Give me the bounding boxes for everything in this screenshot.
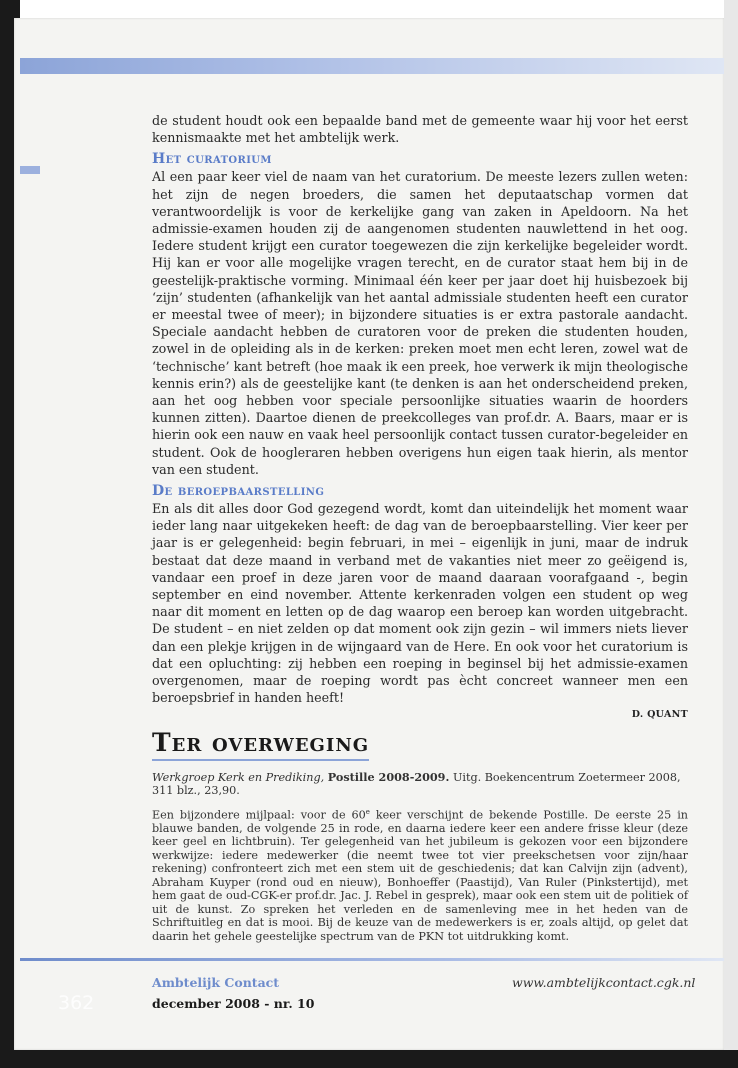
section-heading: De beroepbaarstelling — [152, 483, 325, 500]
section-beroepbaarstelling — [152, 482, 688, 706]
section-heading: Het curatorium — [152, 151, 272, 168]
review-text-rest: keer verschijnt de bekende Postille. De eerste 25 in blauwe banden, de volgende 25 in rode, en daarna iedere keer een andere frisse kleur (deze keer geel en lichtbruin). Ter gelegenheid van het jubileum is gekozen voor een bijzondere werkwijze: iedere medewerker (die neemt twee tot vier preekschetsen voor zijn/haar rekening) confronteert zich met een stem uit de geschiedenis; dat kan Calvijn zijn (advent), Abraham Kuyper (rond oud en nieuw), Bonhoeffer (Paastijd), Van Ruler (Pinkstertijd), met hem gaat de oud-CGK-er prof.dr. Jac. J. Rebel in gesprek), maar ook een stem uit de politiek of uit de kunst. Zo spreken het verleden en de samenleving mee in het heden van de Schriftuitleg en dat is mooi. Bij de keuze van de medewerkers is er, zoals altijd, op gelet dat daarin het gehele geestelijke spectrum van de PKN tot uitdrukking komt. — [152, 808, 688, 943]
scan-bottom-margin — [0, 1050, 738, 1068]
footer-decorative-rule — [20, 958, 724, 961]
scan-right-margin — [724, 0, 738, 1068]
section-body: En als dit alles door God gezegend wordt, komt dan uiteindelijk het moment waar ieder lang naar uitgekeken heeft: de dag van de beroepbaarstelling. Vier keer per jaar is er gelegenheid: begin februari, in mei – eigenlijk in juni, maar de indruk bestaat dat deze maand in verband met de vakanties niet meer zo geëigend is, vandaar een proef in deze jaren voor de maand daaraan voorafgaand -, begin september en eind november. Attente kerkenraden volgen een student op weg naar dit moment en letten op de dag waarop een beroep kan worden uitgebracht. De student – en niet zelden op dat moment ook zijn gezin – wil immers niets liever dan een plekje krijgen in de wijngaard van de Here. En ook voor het curatorium is dat een opluchting: zij hebben een roeping in beginsel bij het admissie-examen overgenomen, maar de roeping wordt pas ècht concreet wanneer men een beroepsbrief in handen heeft! — [152, 501, 688, 706]
author-signature: D. QUANT — [631, 708, 688, 720]
article-content — [152, 112, 688, 954]
review-superscript: e — [365, 807, 370, 816]
section-body: Al een paar keer viel de naam van het curatorium. De meeste lezers zullen weten: het zijn de negen broeders, die samen het deputaatschap vormen dat verantwoordelijk is voor de kerkelijke gang van zaken in Apeldoorn. Na het admissie-examen houden zij de aangenomen studenten nauwlettend in het oog. Iedere student krijgt een curator toegewezen die zijn kerkelijke begeleider wordt. Hij kan er voor alle mogelijke vragen terecht, en de curator staat hem bij in de geestelijk-praktische vorming. Minimaal één keer per jaar doet hij huisbezoek bij ‘zijn’ studenten (afhankelijk van het aantal admissiale studenten heeft een curator er meestal twee of meer); in bijzondere situaties is er extra pastorale aandacht. Speciale aandacht hebben de curatoren voor de preken die studenten houden, zowel in de opleiding als in de kerken: preken moet men echt leren, zowel wat de ‘technische’ kant betreft (hoe maak ik een preek, hoe verwerk ik mijn theologische kennis erin?) als de geestelijke kant (te denken is aan het onderscheidend preken, aan het oog hebben voor speciale persoonlijke situaties waarin de hoorders kunnen zitten). Daartoe dienen de preekcolleges van prof.dr. A. Baars, maar er is hierin ook een nauw en vaak heel persoonlijk contact tussen curator-begeleider en student. Ook de hoogleraren hebben overigens hun eigen taak hierin, als mentor van een student. — [152, 169, 688, 477]
book-publication-details: Uitg. Boekencentrum Zoetermeer 2008, 311 blz., 23,90. — [152, 770, 681, 797]
section-curatorium — [152, 150, 688, 478]
header-decorative-rule — [20, 58, 724, 74]
website-url: www.ambtelijkcontact.cgk.nl — [512, 975, 696, 990]
book-title: Postille 2008-2009. — [327, 769, 450, 784]
review-text-start: Een bijzondere mijlpaal: voor de 60 — [152, 808, 366, 822]
book-review — [152, 806, 688, 944]
intro-paragraph: de student houdt ook een bepaalde band met de gemeente waar hij voor het eerst kennismaakte met het ambtelijk werk. — [152, 113, 688, 146]
page-number: 362 — [58, 992, 95, 1014]
issue-info: december 2008 - nr. 10 — [152, 996, 315, 1011]
book-reference — [152, 771, 688, 798]
magazine-name: Ambtelijk Contact — [152, 975, 280, 990]
side-decorative-tab — [20, 166, 40, 174]
book-author: Werkgroep Kerk en Prediking, — [152, 770, 325, 784]
page-section-title: Ter overweging — [152, 728, 369, 761]
